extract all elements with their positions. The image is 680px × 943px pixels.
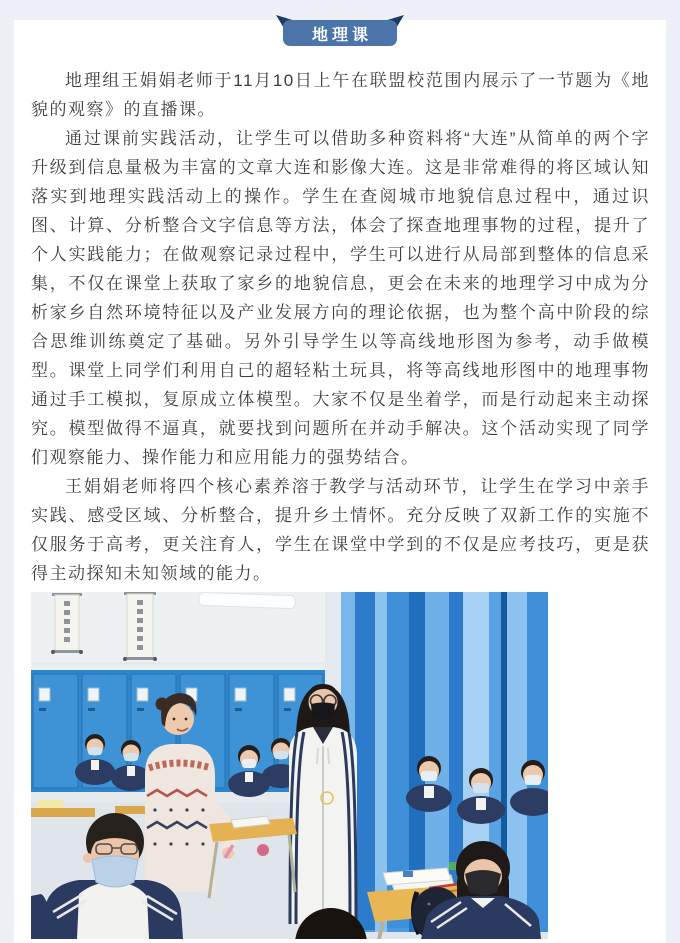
section-title-badge: 地理课 — [283, 20, 397, 46]
standing-student — [289, 684, 357, 924]
left-edge-student — [31, 894, 49, 939]
mid-left-desk — [209, 816, 297, 898]
article-body — [31, 66, 650, 588]
paragraph-intro: 地理组王娟娟老师于11月10日上午在联盟校范围内展示了一节题为《地貌的观察》的直播课。 — [31, 71, 650, 119]
classroom-photo — [31, 592, 548, 939]
article-content — [14, 66, 666, 939]
section-header-ribbon — [283, 20, 397, 46]
article-card — [14, 20, 666, 943]
ceiling-light — [199, 592, 295, 608]
paragraph-summary: 王娟娟老师将四个核心素养溶于教学与活动环节，让学生在学习中亲手实践、感受区域、分析整合，提升乡土情怀。充分反映了双新工作的实施不仅服务于高考，更关注育人，学生在课堂中学到的不仅是应考技巧，更是获得主动探知未知领域的能力。 — [31, 477, 650, 583]
paragraph-activity: 通过课前实践活动，让学生可以借助多种资料将“大连”从简单的两个字升级到信息量极为丰富的文章大连和影像大连。这是非常难得的将区域认知落实到地理实践活动上的操作。学生在查阅城市地貌信息过程中，通过识图、计算、分析整合文字信息等方法，体会了探查地理事物的过程，提升了个人实践能力；在做观察记录过程中，学生可以进行从局部到整体的信息采集，不仅在课堂上获取了家乡的地貌信息，更会在未来的地理学习中成为分析家乡自然环境特征以及产业发展方向的理论依据，也为整个高中阶段的综合思维训练奠定了基础。另外引导学生以等高线地形图为参考，动手做模型。课堂上同学们利用自己的超轻粘土玩具，将等高线地形图中的地理事物通过手工模拟，复原成立体模型。大家不仅是坐着学，而是行动起来主动探究。模型做得不逼真，就要找到问题所在并动手解决。这个活动实现了同学们观察能力、操作能力和应用能力的强势结合。 — [31, 129, 650, 467]
